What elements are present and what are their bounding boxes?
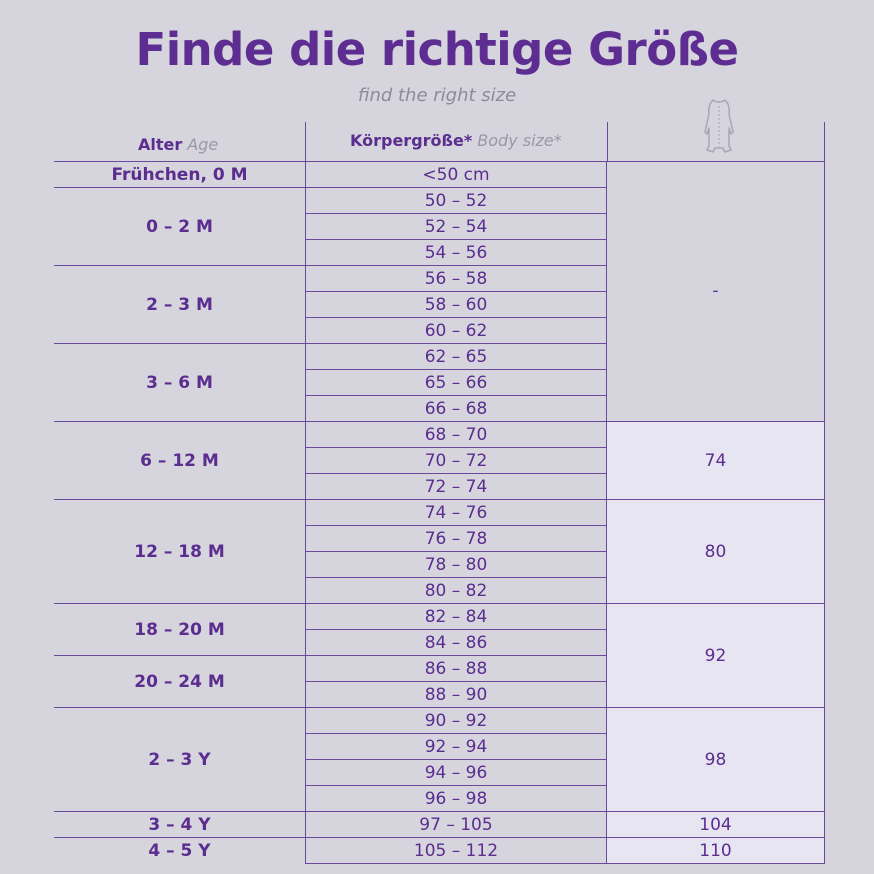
size-cell: 80 – 82 — [305, 578, 607, 604]
age-cell: 12 – 18 M — [134, 542, 225, 562]
age-cell: 3 – 6 M — [146, 373, 213, 393]
size-cell: 65 – 66 — [305, 370, 607, 396]
size-cell: 94 – 96 — [305, 760, 607, 786]
size-cell: 70 – 72 — [305, 448, 607, 474]
age-cell: Frühchen, 0 M — [111, 164, 248, 185]
age-cell: 6 – 12 M — [140, 451, 219, 471]
size-cell: 82 – 84 — [305, 604, 607, 630]
product-size-cell: 74 — [607, 422, 825, 500]
size-cell: 74 – 76 — [305, 500, 607, 526]
size-cell: <50 cm — [305, 161, 607, 188]
size-cell: 92 – 94 — [305, 734, 607, 760]
size-cell: 60 – 62 — [305, 318, 607, 344]
size-cell: 50 – 52 — [305, 188, 607, 214]
size-cell: 72 – 74 — [305, 474, 607, 500]
age-header-de: Alter — [138, 135, 183, 154]
age-cell: 0 – 2 M — [146, 217, 213, 237]
product-size-cell: 110 — [607, 838, 825, 864]
age-cell: 2 – 3 M — [146, 295, 213, 315]
size-header-en: Body size* — [477, 131, 562, 150]
size-cell: 68 – 70 — [305, 422, 607, 448]
size-cell: 84 – 86 — [305, 630, 607, 656]
size-cell: 56 – 58 — [305, 266, 607, 292]
sleep-suit-icon — [698, 98, 740, 158]
size-cell: 105 – 112 — [305, 838, 607, 864]
size-cell: 52 – 54 — [305, 214, 607, 240]
size-column-header — [350, 131, 562, 150]
size-cell: 86 – 88 — [305, 656, 607, 682]
age-column-header — [138, 135, 218, 154]
age-header-en: Age — [187, 135, 219, 154]
product-size-cell: 80 — [607, 500, 825, 604]
age-cell: 4 – 5 Y — [148, 841, 211, 861]
size-cell: 90 – 92 — [305, 708, 607, 734]
size-cell: 76 – 78 — [305, 526, 607, 552]
size-cell: 54 – 56 — [305, 240, 607, 266]
size-cell: 97 – 105 — [305, 812, 607, 838]
size-header-de: Körpergröße* — [350, 131, 473, 150]
header-divider-mid — [607, 122, 608, 162]
page-title: Finde die richtige Größe — [135, 23, 739, 76]
age-cell: 20 – 24 M — [134, 672, 225, 692]
size-cell: 78 – 80 — [305, 552, 607, 578]
size-cell: 96 – 98 — [305, 786, 607, 812]
header-divider-left — [305, 122, 306, 162]
age-cell: 18 – 20 M — [134, 620, 225, 640]
page-subtitle: find the right size — [357, 85, 517, 106]
product-size-cell: 98 — [607, 708, 825, 812]
header-divider-right — [824, 122, 825, 162]
size-cell: 66 – 68 — [305, 396, 607, 422]
age-cell: 3 – 4 Y — [148, 815, 211, 835]
age-cell: 2 – 3 Y — [148, 750, 211, 770]
product-size-cell: 104 — [607, 812, 825, 838]
size-cell: 58 – 60 — [305, 292, 607, 318]
size-cell: 88 – 90 — [305, 682, 607, 708]
size-cell: 62 – 65 — [305, 344, 607, 370]
product-size-cell: - — [607, 161, 825, 422]
product-size-cell: 92 — [607, 604, 825, 708]
